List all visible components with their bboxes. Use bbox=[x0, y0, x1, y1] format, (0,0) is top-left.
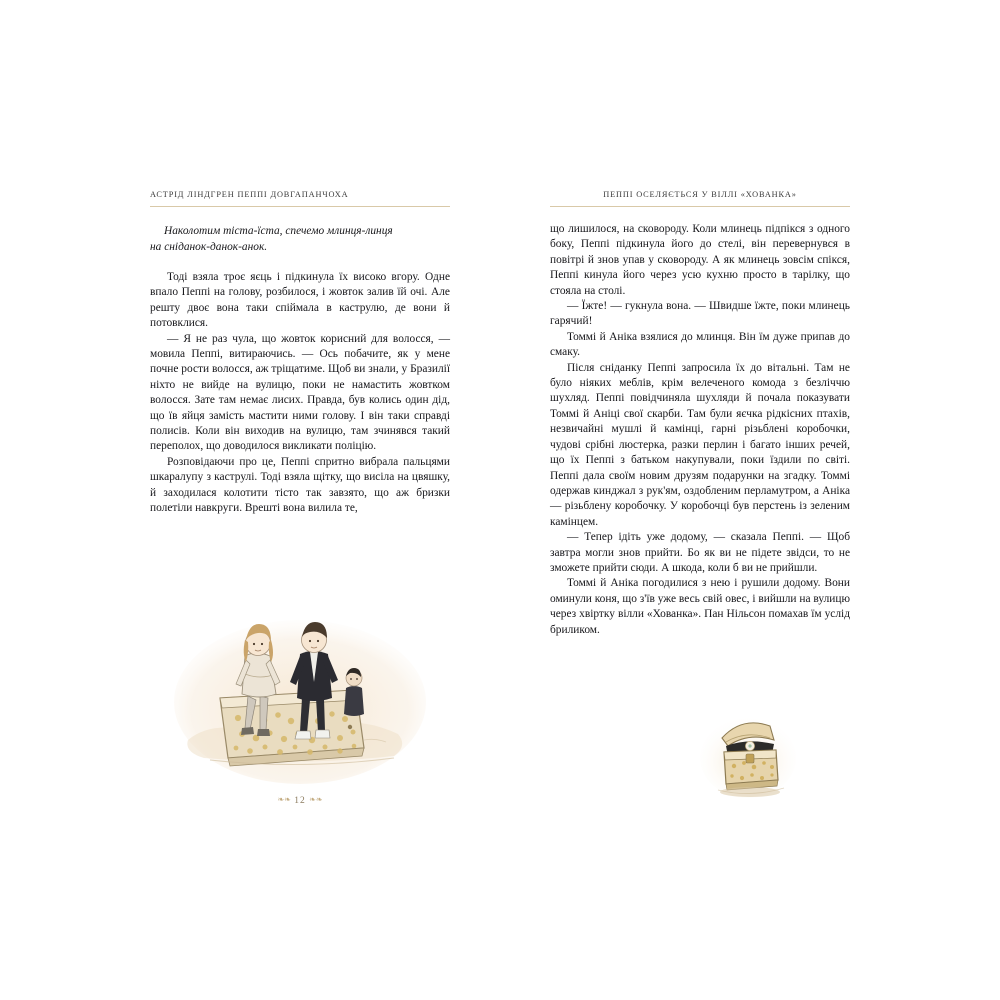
left-header-rule bbox=[150, 206, 450, 207]
open-treasure-box-illustration bbox=[690, 700, 810, 810]
right-illustration bbox=[690, 700, 810, 810]
folio-ornament-left: ❧❧ bbox=[277, 795, 291, 804]
folio bbox=[150, 795, 450, 806]
folio-ornament-right: ❧❧ bbox=[309, 795, 323, 804]
paragraph: Томмі й Аніка взялися до млинця. Він їм дуже припав до смаку. bbox=[550, 330, 850, 359]
left-illustration bbox=[150, 590, 450, 790]
verse-line-2: на сніданок-данок-анок. bbox=[150, 240, 268, 253]
verse-block bbox=[150, 224, 450, 255]
right-page bbox=[550, 190, 850, 638]
left-page bbox=[150, 190, 450, 517]
paragraph: Після сніданку Пеппі запросила їх до вітальні. Там не було ніяких меблів, крім велеченого комода з безліччю шухляд. Пеппі повідчиняла шухляди й почала показувати Томмі й Аніці свої скарби. Там були яєчка рідкісних птахів, незвичайні мушлі й камінці, гарні різьблені коробочки, чудові срібні люстерка, разки перлин і багато інших речей, що їх Пеппі з батьком накупували, поки їздили по світі. Пеппі дала своїм новим друзям подарунки на згадку. Томмі одержав кинджал з рук'ям, оздобленим перламутром, а Аніка — різьблену коробочку. У коробочці був перстень із зеленим камінцем. bbox=[550, 361, 850, 528]
verse-line-1: Наколотим тіста-їста, спечемо млинця-линця bbox=[164, 225, 393, 237]
two-children-on-chest-illustration bbox=[150, 590, 450, 790]
paragraph: Томмі й Аніка погодилися з нею і рушили додому. Вони оминули коня, що з'їв уже весь свій овес, і вийшли на вулицю через хвіртку вілли «Хованка». Пан Нільсон помахав їм услід бриликом. bbox=[550, 577, 850, 636]
paragraph: Розповідаючи про це, Пеппі спритно вибрала пальцями шкаралупу з каструлі. Тоді взяла щітку, що висіла на цвяшку, й заходилася колотити тісто так завзято, що аж бризки полетіли навкруги. Врешті вона вилила те, bbox=[150, 455, 450, 515]
paragraph: що лишилося, на сковороду. Коли млинець підпікся з одного боку, Пеппі підкинула його до стелі, він перевернувся в повітрі й знов упав у сковороду. А як млинець зовсім спікся, Пеппі кинула його через усю кухню просто в тарілку, що стояла на столі. bbox=[550, 223, 850, 297]
paragraph: — Їжте! — гукнула вона. — Швидше їжте, поки млинець гарячий! bbox=[550, 300, 850, 328]
paragraph: Тоді взяла троє яєць і підкинула їх високо вгору. Одне впало Пеппі на голову, розбилося, і жовток залив їй очі. Але решту двоє вона таки спіймала в каструлю, де вони й потовклися. bbox=[150, 271, 450, 330]
right-header-rule bbox=[550, 206, 850, 207]
paragraph: — Я не раз чула, що жовток корисний для волосся, — мовила Пеппі, витираючись. — Ось побачите, як у мене почне рости волосся, аж тріщатиме. Щоб ви знали, у Бразилії ніхто не вийде на вулицю, поки не намастить жовтком волосся. Зате там немає лисих. Правда, був колись один дід, що їв яйця замість мастити ними голову. І він таки справді полисів. Коли він виходив на вулицю, там зчинявся такий переполох, що доводилося викликати поліцію. bbox=[150, 332, 450, 453]
left-running-head: АСТРІД ЛІНДГРЕН ПЕППІ ДОВГАПАНЧОХА bbox=[150, 190, 349, 199]
paragraph: — Тепер ідіть уже додому, — сказала Пеппі. — Щоб завтра могли знов прийти. Бо як ви не підете звідси, то не зможете прийти сюди. А шкода, коли б ви не прийшли. bbox=[550, 531, 850, 574]
page-number: 12 bbox=[294, 796, 306, 806]
right-running-head: ПЕППІ ОСЕЛЯЄТЬСЯ У ВІЛЛІ «ХОВАНКА» bbox=[603, 190, 797, 199]
